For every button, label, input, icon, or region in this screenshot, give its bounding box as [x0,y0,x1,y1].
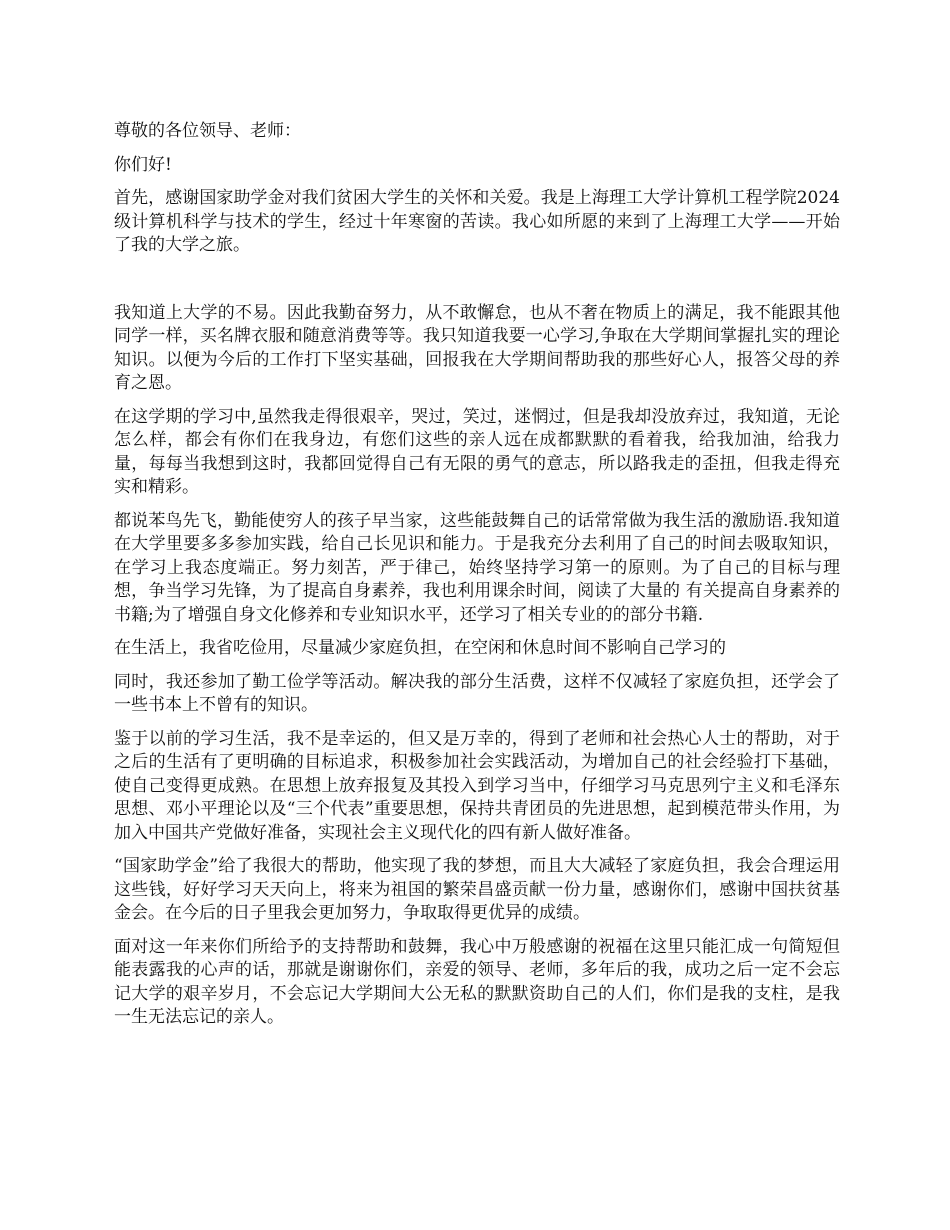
salutation: 尊敬的各位领导、老师： [114,121,301,141]
paragraph-life: 在生活上，我省吃俭用，尽量减少家庭负担，在空闲和休息时间不影响自己学习的 [114,638,726,658]
paragraph-struggle: 在这学期的学习中,虽然我走得很艰辛，哭过，笑过，迷惘过，但是我却没放弃过，我知道，无论怎么样，都会有你们在我身边，有您们这些的亲人远在成都默默的看着我，给我加油，给我力量，每每当我想到这时，我都回觉得自己有无限的勇气的意志，所以路我走的歪扭，但我走得充实和精彩。 [114,406,840,497]
paragraph-study: 都说苯鸟先飞，勤能使穷人的孩子早当家，这些能鼓舞自己的话常常做为我生活的激励语.我知道在大学里要多多参加实践，给自己长见识和能力。于是我充分去利用了自己的时间去吸取知识，在学习上我态度端正。努力刻苦，严于律己，始终坚持学习第一的原则。为了自己的目标与理想，争当学习先锋，为了提高自身素养，我也利用课余时间，阅读了大量的 有关提高自身素养的书籍;为了增强自身文化修养和专业知识水平，还学习了相关专业的的部分书籍. [114,510,840,625]
paragraph-closing: 面对这一年来你们所给予的支持帮助和鼓舞，我心中万般感谢的祝福在这里只能汇成一句简短但能表露我的心声的话，那就是谢谢你们，亲爱的领导、老师，多年后的我，成功之后一定不会忘记大学的艰辛岁月，不会忘记大学期间大公无私的默默资助自己的人们，你们是我的支柱，是我一生无法忘记的亲人。 [114,936,840,1027]
paragraph-gratitude: “国家助学金”给了我很大的帮助，他实现了我的梦想，而且大大减轻了家庭负担，我会合理运用这些钱，好好学习天天向上，将来为祖国的繁荣昌盛贡献一份力量，感谢你们，感谢中国扶贫基金会。在今后的日子里我会更加努力，争取取得更优异的成绩。 [114,856,840,923]
paragraph-intro: 首先，感谢国家助学金对我们贫困大学生的关怀和关爱。我是上海理工大学计算机工程学院2024级计算机科学与技术的学生，经过十年寒窗的苦读。我心如所愿的来到了上海理工大学——开始了我的大学之旅。 [114,188,840,255]
letter-body [114,120,840,1040]
paragraph-diligence: 我知道上大学的不易。因此我勤奋努力，从不敢懈怠，也从不奢在物质上的满足，我不能跟其他同学一样，买名牌衣服和随意消费等等。我只知道我要一心学习,争取在大学期间掌握扎实的理论知识。以便为今后的工作打下坚实基础，回报我在大学期间帮助我的那些好心人，报答父母的养育之恩。 [114,302,840,393]
paragraph-growth: 鉴于以前的学习生活，我不是幸运的，但又是万幸的，得到了老师和社会热心人士的帮助，对于之后的生活有了更明确的目标追求，积极参加社会实践活动，为增加自己的社会经验打下基础，使自己变得更成熟。在思想上放弃报复及其投入到学习当中，仔细学习马克思列宁主义和毛泽东思想、邓小平理论以及“三个代表”重要思想，保持共青团员的先进思想，起到模范带头作用，为加入中国共产党做好准备，实现社会主义现代化的四有新人做好准备。 [114,728,840,843]
greeting: 你们好! [114,154,172,175]
paragraph-work-study: 同时，我还参加了勤工俭学等活动。解决我的部分生活费，这样不仅减轻了家庭负担，还学会了一些书本上不曾有的知识。 [114,671,840,715]
